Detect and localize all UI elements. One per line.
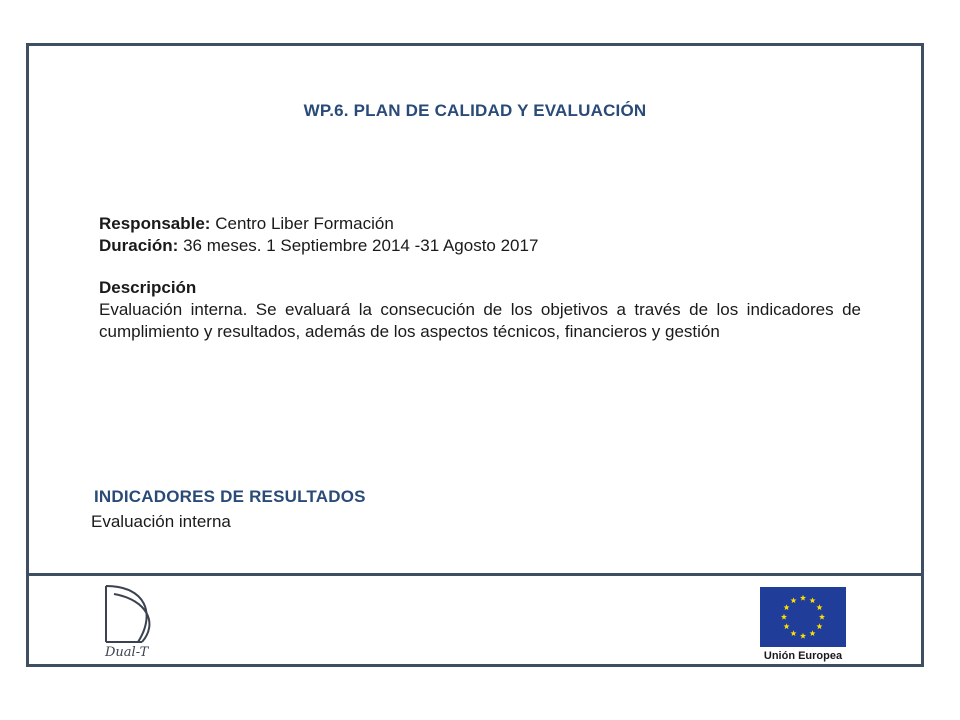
duracion-row (99, 235, 861, 257)
eu-flag-icon (760, 587, 846, 647)
responsable-row (99, 213, 861, 235)
descripcion-heading (99, 277, 861, 299)
slide-frame (26, 43, 924, 667)
indicadores-text: Evaluación interna (91, 512, 231, 531)
descripcion-text: Evaluación interna. Se evaluará la consecución de los objetivos a través de los indicadores de cumplimiento y resultados, además de los aspectos técnicos, financieros y gestión (99, 300, 861, 341)
spacer (99, 257, 861, 277)
indicadores-heading: INDICADORES DE RESULTADOS (94, 487, 366, 506)
dual-t-logo-text: Dual-T (105, 645, 149, 660)
page-title: WP.6. PLAN DE CALIDAD Y EVALUACIÓN (303, 101, 647, 120)
footer-divider (29, 573, 921, 576)
project-info (99, 213, 861, 343)
duracion-label: Duración: (99, 236, 179, 255)
eu-caption: Unión Europea (763, 650, 843, 662)
descripcion-heading-text: Descripción (99, 278, 197, 297)
responsable-label: Responsable: (99, 214, 211, 233)
duracion-value: 36 meses. 1 Septiembre 2014 -31 Agosto 2017 (178, 236, 539, 255)
responsable-value: Centro Liber Formación (210, 214, 394, 233)
